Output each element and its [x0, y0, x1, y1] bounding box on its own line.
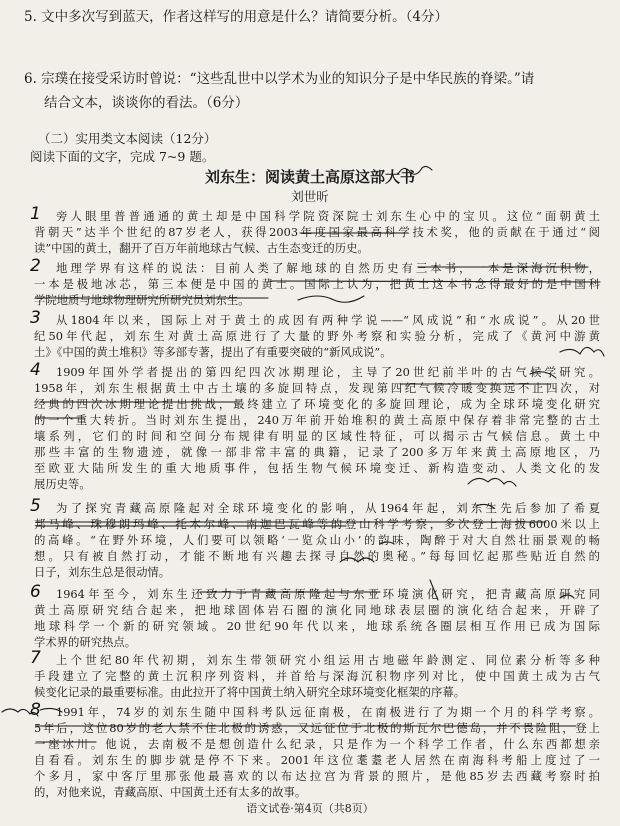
paragraph-line: 1964年至今，刘东生还致力于青藏高原隆起与东亚环境演化研究，把青藏高原研究同 — [56, 587, 600, 601]
paragraph-line: 1909年国外学者提出的第四纪四次冰期理论，主导了20世纪前半叶的古气候学研究。 — [56, 365, 600, 379]
paragraph-line: 壤系列，它们的时间和空间分布规律有明显的区域性特征，可以揭示古气候信息。黄土中 — [34, 429, 600, 443]
paragraph-line: 展历史等。 — [34, 477, 91, 491]
section-instruction: 阅读下面的文字，完成 7~9 题。 — [30, 149, 215, 164]
paragraph-line: 纪50年代起，刘东生对黄土高原进行了大量的野外考察和实验分析，完成了《黄河中游黄 — [34, 329, 600, 343]
paragraph-line: 1991年，74岁的刘东生随中国科考队远征南极，在南极进行了为期一个月的科学考察。 — [56, 705, 600, 719]
paragraph-number-annotation: 5 — [30, 496, 41, 516]
paragraph-line: 日子，刘东生总是很动情。 — [34, 565, 171, 579]
paragraph-line: 邦马峰、珠穆朗玛峰、托木尔峰、南迦巴瓦峰等的登山科学考察，多次登上海拔6000米以上 — [34, 517, 600, 531]
paragraph-line: 经典的四次冰期理论提出挑战，最终建立了环境变化的多旋回理论，成为全球环境变化研究 — [34, 397, 600, 411]
paragraph-line: 一座冰川。他说，去南极不是想创造什么纪录，只是作为一个科学工作者，什么东西都想亲 — [34, 737, 600, 751]
paragraph-number-annotation: 6 — [30, 582, 41, 602]
paragraph-number-annotation: 2 — [30, 256, 41, 276]
paragraph-line: 背朝天”达半个世纪的87岁老人，获得2003年度国家最高科学技术奖，他的贡献在于通过“阅 — [34, 225, 600, 239]
paragraph-line: 至欧亚大陆所发生的重大地质事件，包括生物气候环境变迁、新构造变动、人类文化的发 — [34, 461, 600, 475]
paragraph-number-annotation: 1 — [30, 204, 41, 224]
paragraph-line: 那些丰富的生物遗迹，就像一部非常丰富的典籍，记录了200多万年来黄土高原地区，乃 — [34, 445, 600, 459]
paragraph-line: 自看看。刘东生的脚步就是停不下来。2001年这位耄耋老人居然在南海科考船上度过了一 — [34, 753, 600, 767]
question-5: 5. 文中多次写到蓝天，作者这样写的用意是什么？请简要分析。（4分） — [24, 9, 449, 25]
paragraph-line: 5年后，这位80岁的老人禁不住北极的诱惑，又远征位于北极的斯瓦尔巴德岛，并不畏险阻，登上 — [34, 721, 600, 735]
article-author: 刘世昕 — [291, 189, 329, 204]
paragraph-number-annotation: 4 — [30, 360, 41, 380]
paragraph-number-annotation: 7 — [30, 648, 41, 668]
paragraph-line: 手段建立了完整的黄土沉积序列资料，并首给与深海沉积物序列对比，使中国黄土成为古气 — [34, 669, 600, 683]
article-title: 刘东生：阅读黄土高原这部大书 — [204, 168, 415, 186]
paragraph-line: 读”中国的黄土，翻开了百万年前地球古气候、古生态变迁的历史。 — [34, 241, 369, 255]
section-heading: （二）实用类文本阅读（12分） — [38, 131, 217, 146]
paragraph-line: 黄土高原研究结合起来，把地球固体岩石圈的演化同地球表层圈的演化结合起来，开辟了 — [34, 603, 600, 617]
paragraph-line: 旁人眼里普普通通的黄土却是中国科学院资深院士刘东生心中的宝贝。这位“面朝黄土 — [56, 209, 600, 223]
paragraph-line: 地球科学一个新的研究领域。20世纪90年代以来，地球系统各圈层相互作用已成为国际 — [34, 619, 600, 633]
question-6-line-1: 6. 宗璞在接受采访时曾说：“这些乱世中以学术为业的知识分子是中华民族的脊梁。”请 — [24, 71, 535, 87]
paragraph-line: 想。只有被自然打动，才能不断地有兴趣去探寻自然的奥秘。”每每回忆起那些贴近自然的 — [34, 549, 600, 563]
paragraph-line: 上个世纪80年代初期，刘东生带领研究小组运用古地磁年龄测定、同位素分析等多种 — [56, 653, 600, 667]
paragraph-line: 学术界的研究热点。 — [34, 635, 137, 649]
paragraph-line: 地理学界有这样的说法：目前人类了解地球的自然历史有三本书，一本是深海沉积物， — [56, 261, 600, 275]
paragraph-line: 的高峰。“在野外环境，人们要可以领略‘一览众山小’的韵味，陶醉于对大自然壮丽景观的畅 — [34, 533, 600, 547]
paragraph-line: 的一个重大转折。当时刘东生提出，240万年前开始堆积的黄土高原中保存着非常完整的古土 — [34, 413, 600, 427]
paragraph-line: 学院地质与地球物理研究所研究员刘东生。 — [34, 293, 250, 307]
paragraph-line: 一本是极地冰芯，第三本便是中国的黄土。国际上认为，把黄土这本书念得最好的是中国科 — [34, 277, 600, 291]
paragraph-line: 为了探究青藏高原隆起对全球环境变化的影响，从1964年起，刘东生先后参加了希夏 — [56, 501, 600, 515]
paragraph-number-annotation: 3 — [30, 308, 41, 328]
page-footer: 语文试卷·第4页（共8页） — [246, 802, 374, 815]
paragraph-line: 土》《中国的黄土堆积》等多部专著，提出了有重要突破的“新风成说”。 — [34, 345, 392, 359]
paragraph-line: 个多月，家中客厅里那张他最喜欢的以布达拉宫为背景的照片，是他85岁去西藏考察时拍 — [34, 769, 600, 783]
paragraph-line: 的，对他来说，青藏高原、中国黄土还有太多的故事。 — [34, 785, 307, 799]
paragraph-line: 候变化记录的最重要标准。由此拉开了将中国黄土纳入研究全球环境变化框架的序幕。 — [34, 685, 466, 699]
paragraph-number-annotation: 8 — [30, 700, 41, 720]
question-6-line-2: 结合文本，谈谈你的看法。（6分） — [44, 95, 249, 111]
paragraph-line: 从1804年以来，国际上对于黄土的成因有两种学说——“风成说”和“水成说”。从20世 — [56, 313, 600, 327]
paragraph-line: 1958年，刘东生根据黄土中古土壤的多旋回特点，发现第四纪气候冷暖变换远不止四次，对 — [34, 381, 600, 395]
